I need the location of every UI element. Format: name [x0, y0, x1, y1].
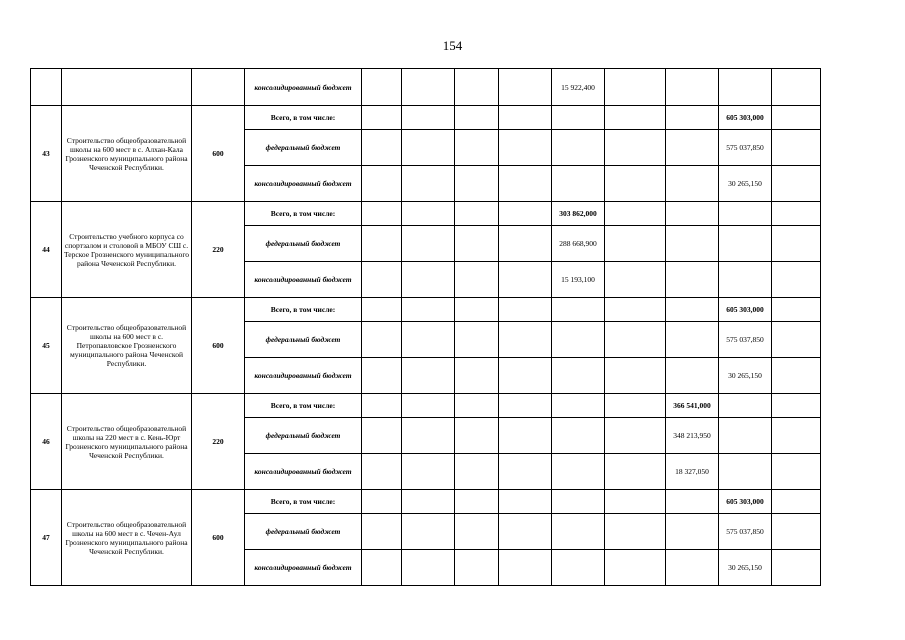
empty-cell — [605, 394, 666, 418]
empty-cell — [605, 130, 666, 166]
empty-cell — [605, 202, 666, 226]
empty-cell — [666, 262, 719, 298]
empty-cell — [552, 322, 605, 358]
empty-cell — [552, 358, 605, 394]
empty-cell — [362, 550, 402, 586]
empty-cell — [499, 454, 552, 490]
empty-cell — [552, 490, 605, 514]
empty-cell — [455, 454, 499, 490]
entry-capacity: 600 — [192, 298, 245, 394]
entry-number: 43 — [31, 106, 62, 202]
entry-number: 47 — [31, 490, 62, 586]
empty-cell — [499, 550, 552, 586]
empty-cell — [402, 514, 455, 550]
row-label-consolidated: консолидированный бюджет — [245, 69, 362, 106]
empty-cell — [552, 454, 605, 490]
empty-cell — [605, 322, 666, 358]
empty-cell — [402, 106, 455, 130]
cell-value: 18 327,050 — [666, 454, 719, 490]
empty-cell — [605, 298, 666, 322]
empty-cell — [666, 298, 719, 322]
cell-value: 366 541,000 — [666, 394, 719, 418]
cell-value: 575 037,850 — [719, 130, 772, 166]
empty-cell — [455, 106, 499, 130]
entry-number: 44 — [31, 202, 62, 298]
empty-cell — [455, 550, 499, 586]
empty-cell — [772, 394, 821, 418]
cell-value: 605 303,000 — [719, 490, 772, 514]
empty-cell — [605, 166, 666, 202]
row-label-total: Всего, в том числе: — [245, 298, 362, 322]
empty-cell — [499, 394, 552, 418]
row-label-total: Всего, в том числе: — [245, 394, 362, 418]
empty-cell — [402, 550, 455, 586]
empty-cell — [605, 514, 666, 550]
empty-cell — [772, 454, 821, 490]
entry-name: Строительство общеобразовательной школы на 220 мест в с. Кень-Юрт Грозненского муниципального района Чеченской Республики. — [62, 394, 192, 490]
empty-cell — [402, 394, 455, 418]
empty-cell — [772, 226, 821, 262]
row-label-consolidated: консолидированный бюджет — [245, 550, 362, 586]
empty-cell — [605, 454, 666, 490]
empty-cell — [719, 202, 772, 226]
cell-value: 303 862,000 — [552, 202, 605, 226]
empty-cell — [552, 166, 605, 202]
empty-cell — [719, 418, 772, 454]
empty-cell — [455, 490, 499, 514]
row-label-federal: федеральный бюджет — [245, 514, 362, 550]
row-label-federal: федеральный бюджет — [245, 226, 362, 262]
empty-cell — [455, 514, 499, 550]
entry-name: Строительство общеобразовательной школы на 600 мест в с. Алхан-Кала Грозненского муниципального района Чеченской Республики. — [62, 106, 192, 202]
row-label-federal: федеральный бюджет — [245, 130, 362, 166]
empty-cell — [499, 418, 552, 454]
empty-cell — [402, 166, 455, 202]
empty-cell — [402, 322, 455, 358]
empty-cell — [455, 394, 499, 418]
empty-cell — [499, 322, 552, 358]
row-label-federal: федеральный бюджет — [245, 322, 362, 358]
empty-cell — [455, 358, 499, 394]
empty-cell — [605, 490, 666, 514]
cell-value: 605 303,000 — [719, 298, 772, 322]
empty-cell — [402, 490, 455, 514]
row-label-consolidated: консолидированный бюджет — [245, 358, 362, 394]
empty-cell — [772, 358, 821, 394]
cell-value: 30 265,150 — [719, 550, 772, 586]
empty-cell — [772, 298, 821, 322]
empty-cell — [362, 418, 402, 454]
cell-value: 15 193,100 — [552, 262, 605, 298]
empty-cell — [455, 166, 499, 202]
empty-cell — [362, 514, 402, 550]
empty-cell — [552, 394, 605, 418]
empty-cell — [455, 226, 499, 262]
empty-cell — [719, 226, 772, 262]
empty-cell — [772, 202, 821, 226]
empty-cell — [772, 550, 821, 586]
entry-capacity: 220 — [192, 202, 245, 298]
empty-cell — [552, 130, 605, 166]
empty-cell — [772, 490, 821, 514]
entry-number: 46 — [31, 394, 62, 490]
empty-cell — [552, 106, 605, 130]
empty-cell — [499, 514, 552, 550]
empty-cell — [666, 550, 719, 586]
entry-name: Строительство общеобразовательной школы на 600 мест в с. Петропавловское Грозненского муниципального района Чеченской Республики. — [62, 298, 192, 394]
empty-cell — [402, 202, 455, 226]
empty-cell — [552, 550, 605, 586]
table-row — [31, 490, 821, 514]
cell-value: 575 037,850 — [719, 322, 772, 358]
empty-cell — [772, 130, 821, 166]
empty-cell — [455, 298, 499, 322]
row-label-consolidated: консолидированный бюджет — [245, 262, 362, 298]
row-label-federal: федеральный бюджет — [245, 418, 362, 454]
empty-cell — [362, 358, 402, 394]
empty-cell — [499, 358, 552, 394]
entry-capacity: 220 — [192, 394, 245, 490]
empty-cell — [605, 106, 666, 130]
empty-cell — [402, 454, 455, 490]
empty-cell — [499, 130, 552, 166]
entry-number: 45 — [31, 298, 62, 394]
cell-value: 348 213,950 — [666, 418, 719, 454]
empty-cell — [666, 130, 719, 166]
empty-cell — [772, 418, 821, 454]
empty-cell — [666, 166, 719, 202]
cell-value: 605 303,000 — [719, 106, 772, 130]
empty-cell — [362, 226, 402, 262]
empty-cell — [719, 394, 772, 418]
empty-cell — [362, 202, 402, 226]
table-row — [31, 106, 821, 130]
entry-name: Строительство учебного корпуса со спортзалом и столовой в МБОУ СШ с. Терское Грозненского муниципального района Чеченской Республики. — [62, 202, 192, 298]
cell-value: 575 037,850 — [719, 514, 772, 550]
empty-cell — [402, 358, 455, 394]
empty-cell — [666, 514, 719, 550]
cell-value: 30 265,150 — [719, 166, 772, 202]
empty-cell — [666, 322, 719, 358]
empty-cell — [362, 454, 402, 490]
empty-cell — [666, 202, 719, 226]
empty-cell — [772, 166, 821, 202]
cell-value: 288 668,900 — [552, 226, 605, 262]
empty-cell — [605, 418, 666, 454]
empty-cell — [402, 226, 455, 262]
empty-cell — [772, 106, 821, 130]
empty-cell — [402, 262, 455, 298]
empty-cell — [666, 490, 719, 514]
empty-cell — [362, 166, 402, 202]
empty-cell — [499, 106, 552, 130]
empty-cell — [719, 454, 772, 490]
empty-cell — [552, 298, 605, 322]
empty-cell — [552, 418, 605, 454]
empty-cell — [402, 130, 455, 166]
entry-name: Строительство общеобразовательной школы на 600 мест в с. Чечен-Аул Грозненского муниципального района Чеченской Республики. — [62, 490, 192, 586]
empty-cell — [499, 298, 552, 322]
empty-cell — [666, 358, 719, 394]
empty-cell — [455, 130, 499, 166]
cell-value: 15 922,400 — [552, 69, 605, 106]
empty-cell — [666, 226, 719, 262]
empty-cell — [499, 226, 552, 262]
row-label-total: Всего, в том числе: — [245, 106, 362, 130]
empty-cell — [666, 106, 719, 130]
empty-cell — [455, 418, 499, 454]
entry-capacity: 600 — [192, 106, 245, 202]
budget-table — [30, 68, 821, 586]
row-label-consolidated: консолидированный бюджет — [245, 166, 362, 202]
empty-cell — [455, 262, 499, 298]
row-label-total: Всего, в том числе: — [245, 490, 362, 514]
empty-cell — [362, 322, 402, 358]
empty-cell — [362, 298, 402, 322]
empty-cell — [499, 262, 552, 298]
empty-cell — [455, 322, 499, 358]
empty-cell — [772, 322, 821, 358]
empty-cell — [605, 358, 666, 394]
row-label-total: Всего, в том числе: — [245, 202, 362, 226]
cell-value: 30 265,150 — [719, 358, 772, 394]
empty-cell — [402, 418, 455, 454]
empty-cell — [362, 490, 402, 514]
row-label-consolidated: консолидированный бюджет — [245, 454, 362, 490]
empty-cell — [499, 166, 552, 202]
empty-cell — [772, 262, 821, 298]
empty-cell — [552, 514, 605, 550]
table-row — [31, 69, 821, 106]
entry-capacity: 600 — [192, 490, 245, 586]
empty-cell — [402, 298, 455, 322]
table-row — [31, 394, 821, 418]
empty-cell — [605, 550, 666, 586]
empty-cell — [362, 106, 402, 130]
empty-cell — [499, 490, 552, 514]
empty-cell — [772, 514, 821, 550]
page-number: 154 — [442, 38, 463, 53]
empty-cell — [455, 202, 499, 226]
empty-cell — [362, 130, 402, 166]
empty-cell — [605, 262, 666, 298]
empty-cell — [362, 394, 402, 418]
empty-cell — [499, 202, 552, 226]
table-row — [31, 298, 821, 322]
empty-cell — [605, 226, 666, 262]
empty-cell — [719, 262, 772, 298]
table-row — [31, 202, 821, 226]
empty-cell — [362, 262, 402, 298]
